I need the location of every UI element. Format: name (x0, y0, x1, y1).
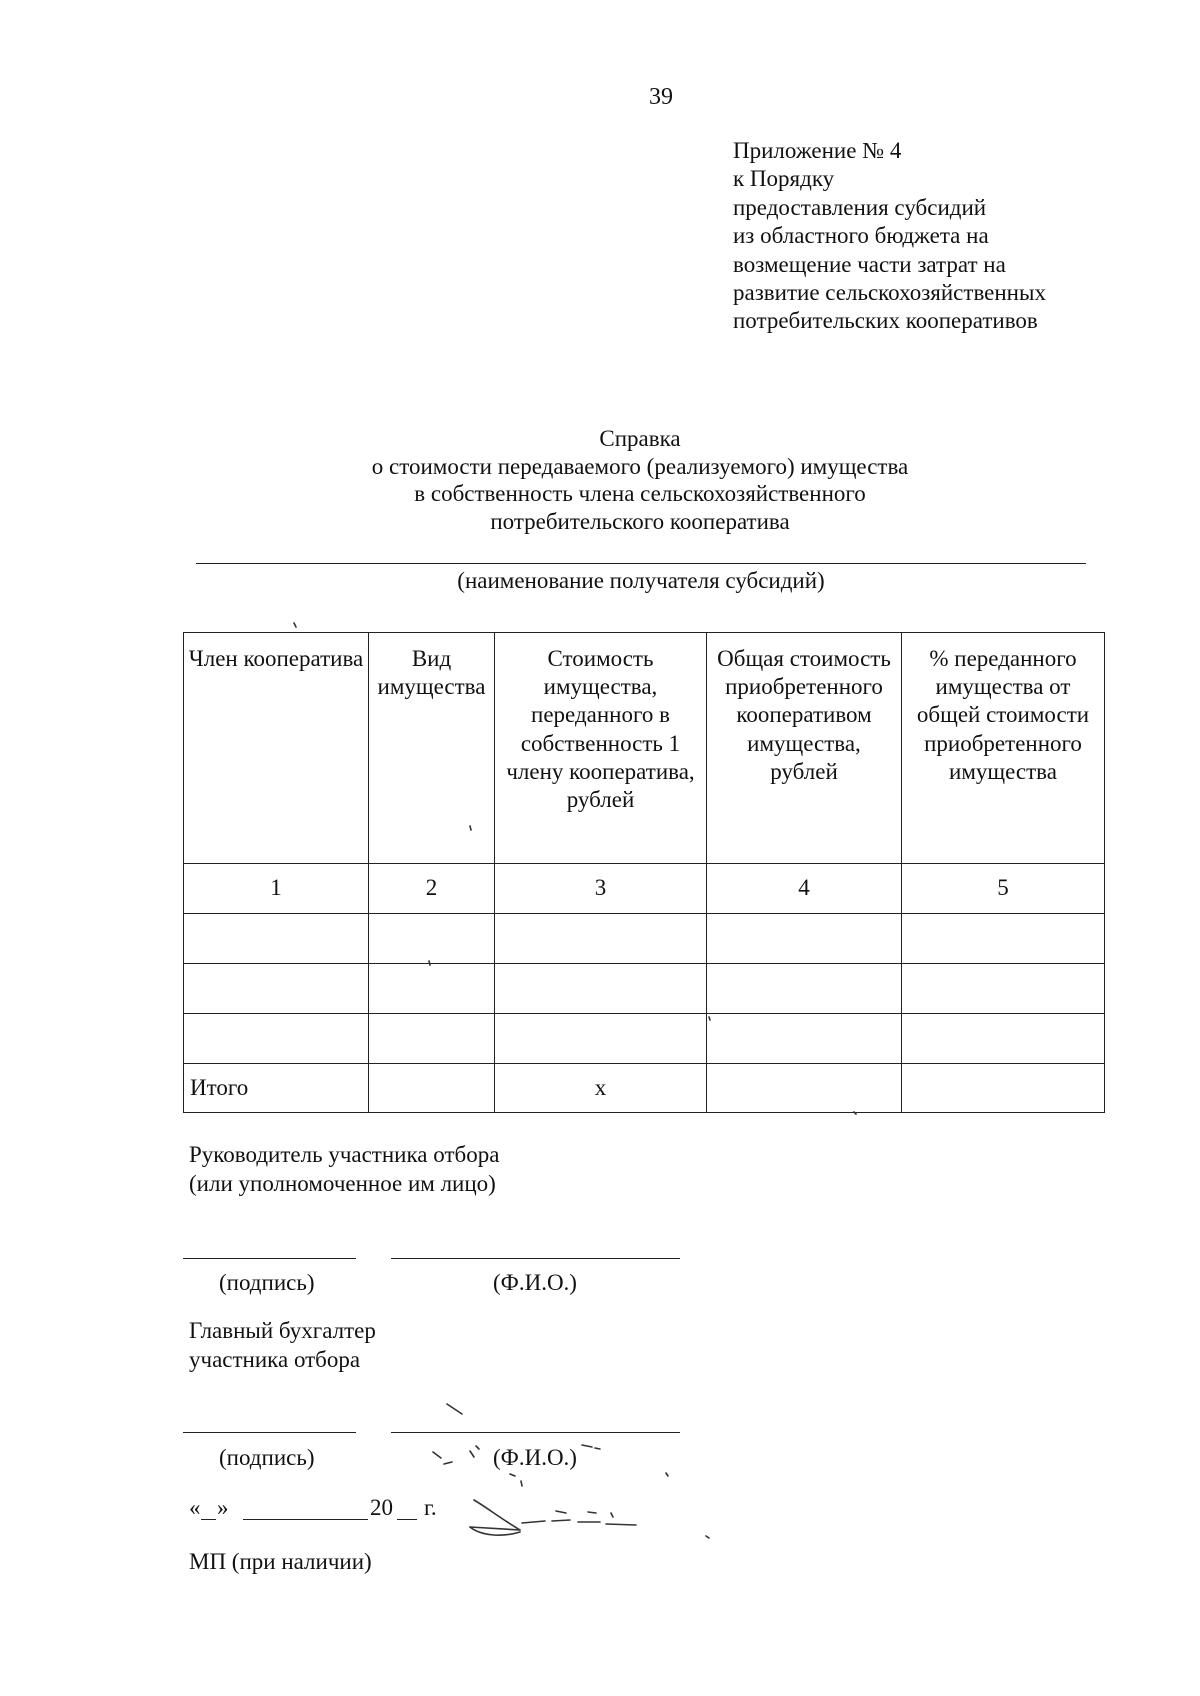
accountant-name-caption: (Ф.И.О.) (493, 1445, 577, 1470)
title-line: Справка (599, 426, 681, 451)
date-close-quote: » (217, 1495, 229, 1520)
header-property-type: Вид имущества (369, 633, 495, 864)
column-number: 4 (707, 864, 902, 914)
appendix-line: к Порядку (733, 166, 835, 192)
header-percent: % переданного имущества от общей стоимости приобретенного имущества (902, 633, 1105, 864)
head-signature-caption: (подпись) (219, 1270, 315, 1295)
date-year-prefix: 20 (370, 1495, 393, 1520)
head-name-caption: (Ф.И.О.) (493, 1270, 577, 1295)
column-number: 3 (495, 864, 707, 914)
head-signer-title-line: Руководитель участника отбора (189, 1142, 500, 1167)
date-year-suffix: г. (424, 1495, 437, 1520)
title-line: о стоимости передаваемого (реализуемого) имущества (371, 453, 909, 479)
title-line: потребительского кооператива (490, 508, 790, 534)
appendix-line: возмещение части затрат на (733, 251, 1006, 277)
accountant-signature-caption: (подпись) (219, 1445, 315, 1470)
accountant-title-line: Главный бухгалтер (189, 1318, 376, 1343)
total-cell-x: x (495, 1064, 707, 1113)
appendix-line: потребительских кооперативов (733, 308, 1038, 334)
column-number: 1 (184, 864, 369, 914)
recipient-caption: (наименование получателя субсидий) (457, 568, 825, 593)
appendix-line: предоставления субсидий (733, 194, 987, 220)
appendix-line: Приложение № 4 (733, 138, 902, 163)
total-label: Итого (184, 1064, 369, 1113)
column-number: 5 (902, 864, 1105, 914)
header-property-value: Стоимость имущества, переданного в собственность 1 члену кооператива, рублей (495, 633, 707, 864)
column-number: 2 (369, 864, 495, 914)
stamp-note: МП (при наличии) (189, 1549, 372, 1574)
header-member: Член кооператива (184, 633, 369, 864)
title-line: в собственность члена сельскохозяйственного (414, 481, 866, 506)
appendix-line: развитие сельскохозяйственных (733, 280, 1046, 306)
accountant-title-line: участника отбора (189, 1346, 361, 1372)
date-open-quote: « (189, 1495, 201, 1520)
head-signer-title-line: (или уполномоченное им лицо) (189, 1170, 496, 1196)
appendix-line: из областного бюджета на (733, 223, 989, 249)
header-total-value: Общая стоимость приобретенного кооперативом имущества, рублей (707, 633, 902, 864)
page-number: 39 (649, 84, 673, 110)
